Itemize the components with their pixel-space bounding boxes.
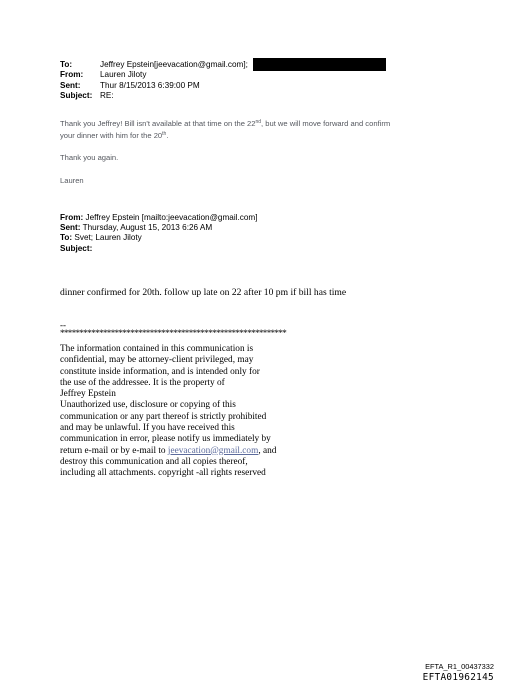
separator-stars: ********************************************************** <box>60 328 287 338</box>
disclaimer <box>60 344 276 480</box>
sent-value: Thur 8/15/2013 6:39:00 PM <box>100 80 200 90</box>
fwd-sent-label: Sent: <box>60 223 81 233</box>
to-value: Jeffrey Epstein[jeevacation@gmail.com]; <box>100 60 248 69</box>
reply-thanks: Thank you again. <box>60 153 119 163</box>
from-label: From: <box>60 70 84 80</box>
disclaimer-line: The information contained in this communication is <box>60 344 254 354</box>
subject-value: RE: <box>100 91 114 101</box>
disclaimer-line: destroy this communication and all copies thereof, <box>60 456 248 467</box>
from-value: Lauren Jiloty <box>100 70 147 80</box>
email-link[interactable]: jeevacation@gmail.com <box>167 445 259 456</box>
disclaimer-line: Unauthorized use, disclosure or copying of this <box>60 400 236 411</box>
from-row <box>60 70 248 80</box>
fwd-from-row <box>60 213 257 223</box>
fwd-to-row <box>60 233 257 243</box>
reply-text: . <box>166 130 169 140</box>
sent-row <box>60 81 248 91</box>
reply-signature: Lauren <box>60 175 84 185</box>
reply-text: , but we will move forward and confirm <box>261 119 391 128</box>
disclaimer-line: Jeffrey Epstein <box>60 389 116 400</box>
fwd-sent-row <box>60 223 257 233</box>
disclaimer-text: return e-mail or by e-mail to <box>60 445 168 456</box>
subject-label: Subject: <box>60 91 93 101</box>
disclaimer-line: the use of the addressee. It is the property of <box>60 377 225 388</box>
separator-dash: -- <box>60 320 66 330</box>
to-label: To: <box>60 60 73 69</box>
reply-body <box>60 118 460 197</box>
disclaimer-line: constitute inside information, and is intended only for <box>60 366 260 377</box>
reply-sup: nd <box>255 119 262 125</box>
subject-row <box>60 91 248 101</box>
fwd-from-label: From: <box>60 213 84 222</box>
disclaimer-line: communication in error, please notify us immediately by <box>60 434 271 445</box>
fwd-to-value: Svet; Lauren Jiloty <box>74 233 142 243</box>
fwd-sent-value: Thursday, August 15, 2013 6:26 AM <box>82 223 213 233</box>
disclaimer-line: including all attachments. copyright -all rights reserved <box>60 468 266 479</box>
fwd-from-value: Jeffrey Epstein [mailto:jeevacation@gmail.com] <box>85 213 258 222</box>
to-row <box>60 60 248 70</box>
reply-text: Thank you Jeffrey! Bill isn't available at that time on the 22 <box>60 119 256 128</box>
forwarded-header <box>60 213 257 254</box>
bates-stamp-efta: EFTA01962145 <box>422 672 494 683</box>
disclaimer-text: , and <box>258 445 277 456</box>
reply-text: your dinner with him for the 20 <box>60 130 163 140</box>
sent-label: Sent: <box>60 80 81 90</box>
redaction-box <box>253 58 386 71</box>
bates-stamp-r1: EFTA_R1_00437332 <box>425 662 494 671</box>
message-text: dinner confirmed for 20th. follow up late on 22 after 10 pm if bill has time <box>60 287 347 298</box>
fwd-to-label: To: <box>60 233 73 243</box>
reply-sup: th <box>162 130 167 137</box>
reply-paragraph <box>60 118 460 141</box>
fwd-subject-label: Subject: <box>60 243 93 253</box>
fwd-subject-row <box>60 244 257 254</box>
disclaimer-line: and may be unlawful. If you have received this <box>60 423 235 434</box>
disclaimer-line: confidential, may be attorney-client privileged, may <box>60 355 254 366</box>
disclaimer-line <box>60 446 276 457</box>
disclaimer-line: communication or any part thereof is strictly prohibited <box>60 411 267 422</box>
email-header <box>60 60 248 102</box>
